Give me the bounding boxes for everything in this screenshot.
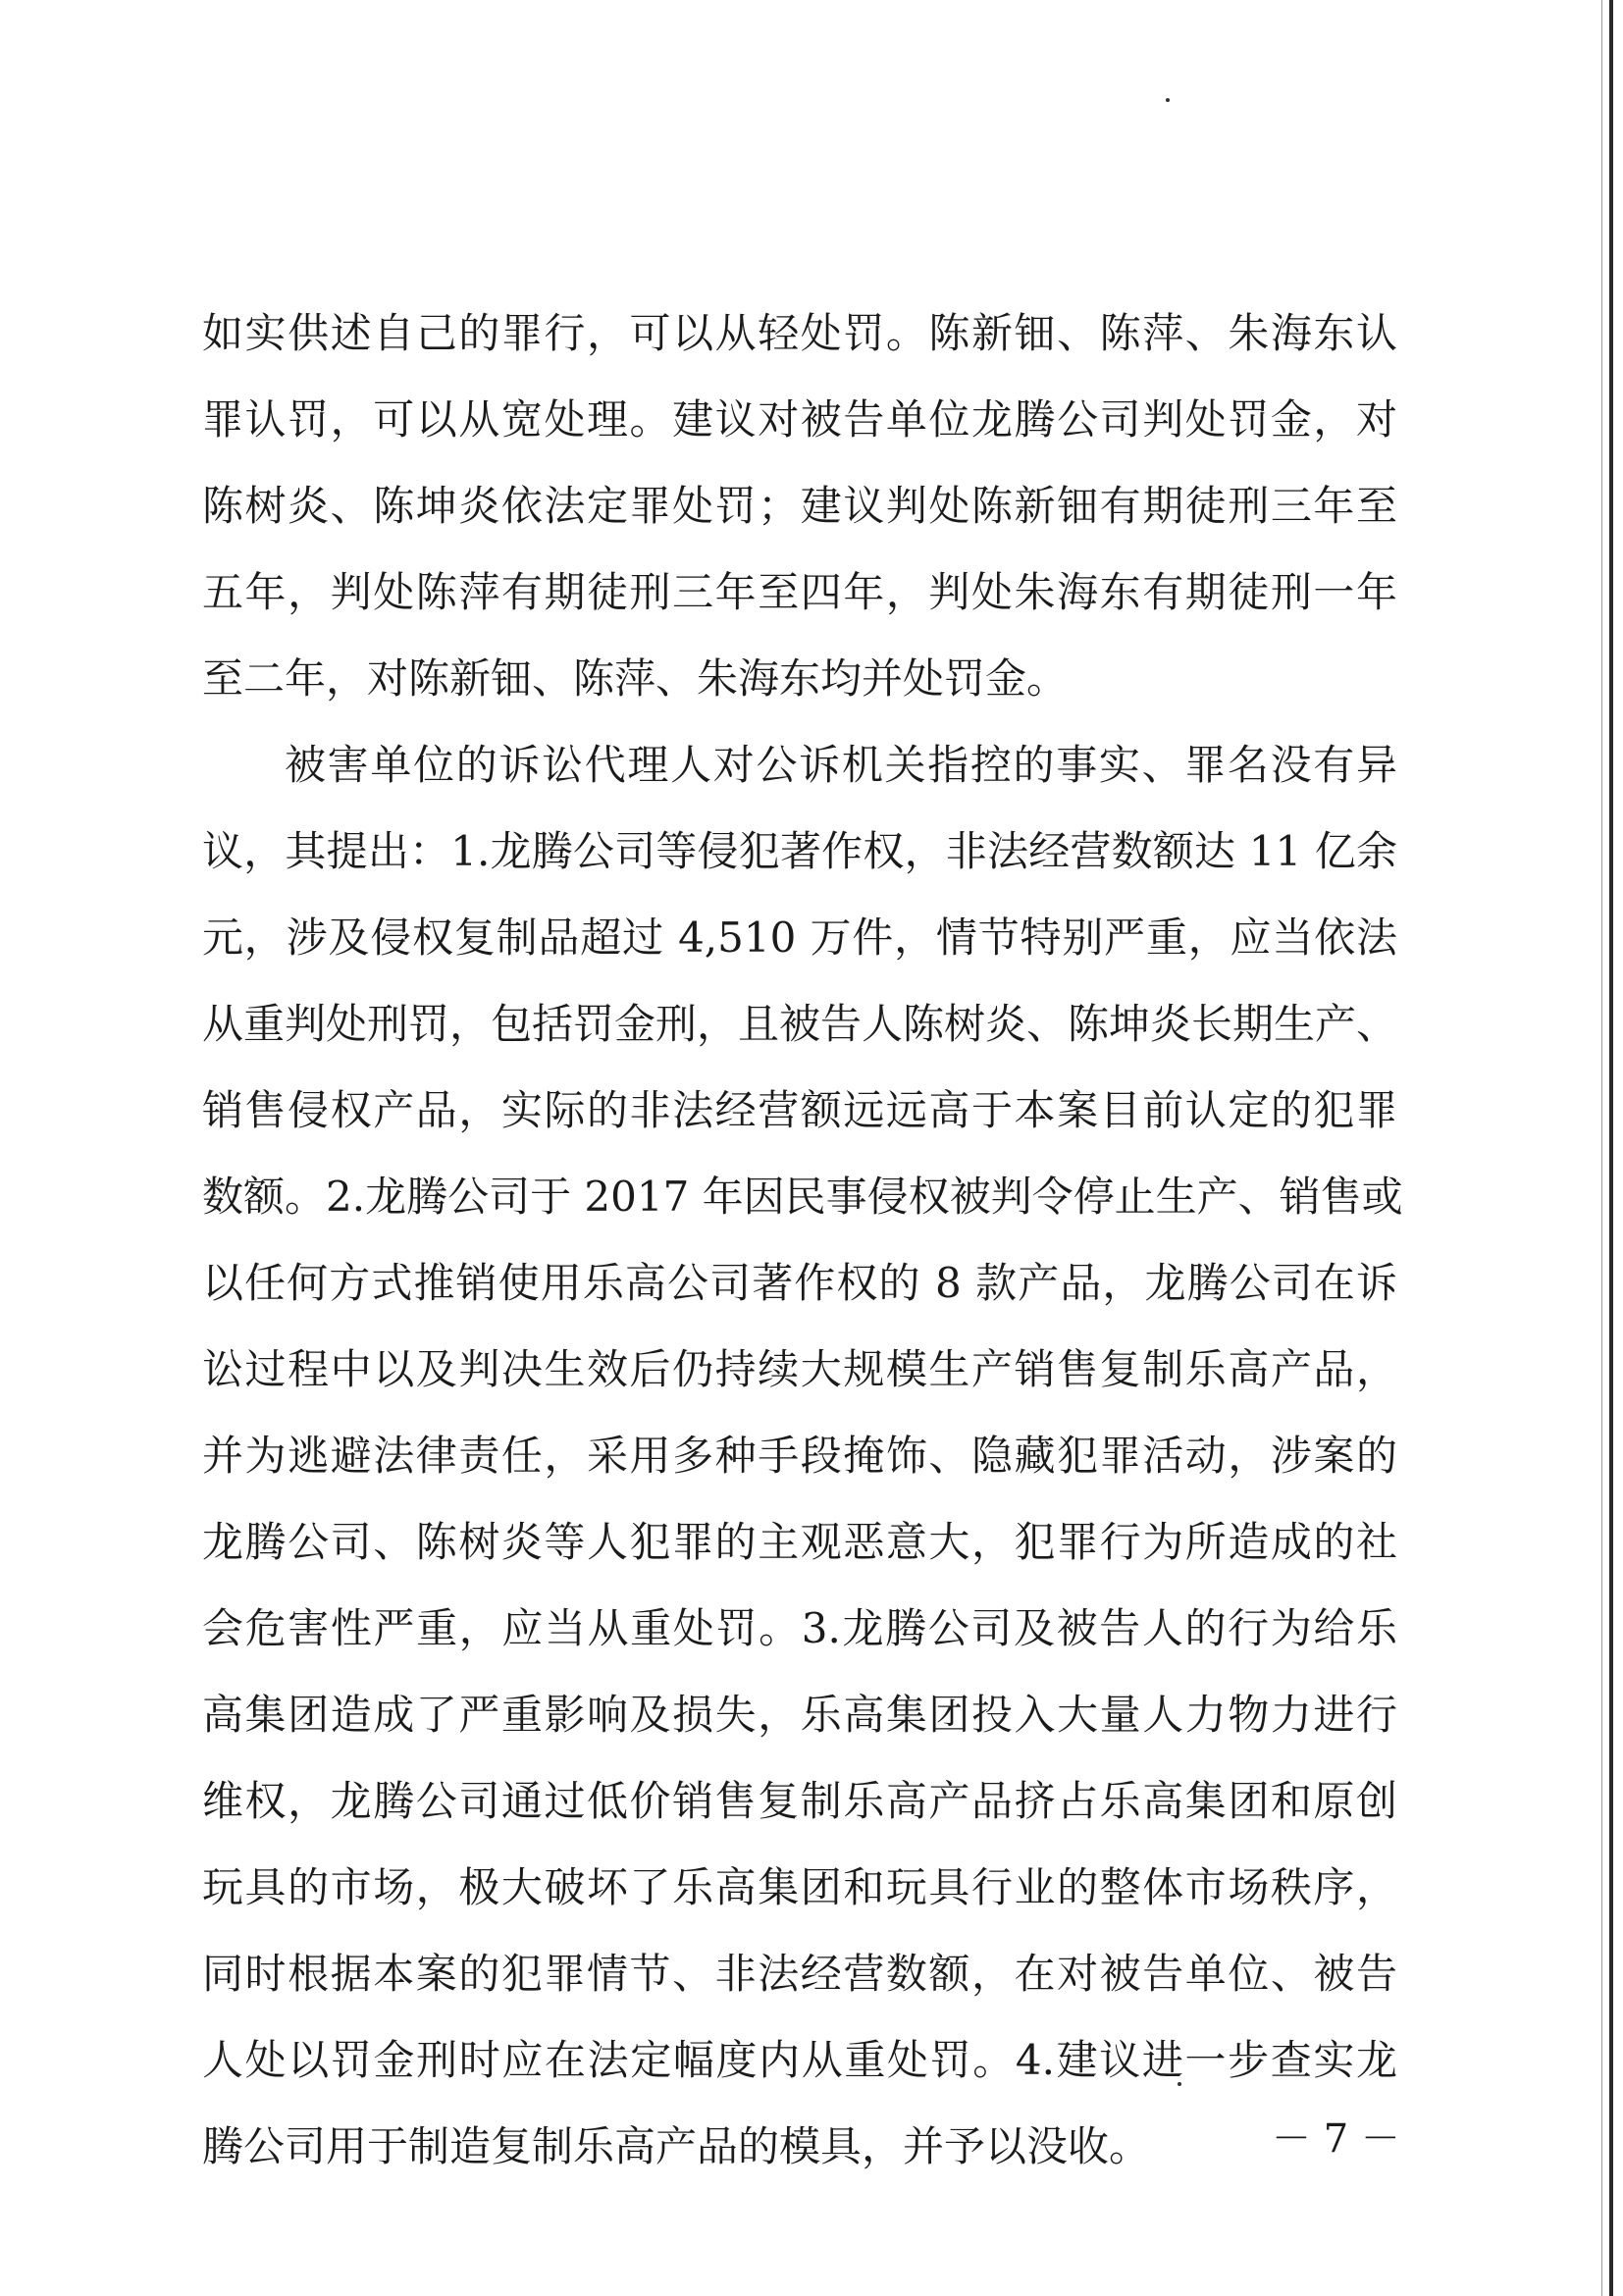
text-line: 并为逃避法律责任，采用多种手段掩饰、隐藏犯罪活动，涉案的 xyxy=(202,1432,1397,1480)
text-line: 元，涉及侵权复制品超过 4,510 万件，情节特别严重，应当依法 xyxy=(202,913,1397,962)
text-line: 龙腾公司、陈树炎等人犯罪的主观恶意大，犯罪行为所造成的社 xyxy=(202,1518,1397,1566)
text-line: 玩具的市场，极大破坏了乐高集团和玩具行业的整体市场秩序， xyxy=(202,1863,1397,1911)
text-line: 销售侵权产品，实际的非法经营额远远高于本案目前认定的犯罪 xyxy=(202,1086,1397,1134)
text-line: 讼过程中以及判决生效后仍持续大规模生产销售复制乐高产品， xyxy=(202,1345,1397,1393)
text-line: 维权，龙腾公司通过低价销售复制乐高产品挤占乐高集团和原创 xyxy=(202,1777,1397,1825)
paragraph-first-line: 被害单位的诉讼代理人对公诉机关指控的事实、罪名没有异 xyxy=(285,741,1397,789)
text-line: 同时根据本案的犯罪情节、非法经营数额，在对被告单位、被告 xyxy=(202,1950,1397,1998)
text-line: 陈树炎、陈坤炎依法定罪处罚；建议判处陈新钿有期徒刑三年至 xyxy=(202,482,1397,530)
scan-speck xyxy=(1166,98,1170,102)
body-text xyxy=(202,290,1403,2190)
text-line: 腾公司用于制造复制乐高产品的模具，并予以没收。 xyxy=(202,2122,1151,2170)
text-line: 高集团造成了严重影响及损失，乐高集团投入大量人力物力进行 xyxy=(202,1691,1397,1739)
text-line: 会危害性严重，应当从重处罚。3.龙腾公司及被告人的行为给乐 xyxy=(202,1604,1397,1652)
text-line: 以任何方式推销使用乐高公司著作权的 8 款产品，龙腾公司在诉 xyxy=(202,1259,1397,1307)
text-line: 数额。2.龙腾公司于 2017 年因民事侵权被判令停止生产、销售或 xyxy=(202,1173,1403,1221)
text-line: 至二年，对陈新钿、陈萍、朱海东均并处罚金。 xyxy=(202,654,1069,703)
scan-edge-border xyxy=(1609,0,1613,2296)
page-number: － 7 － xyxy=(1272,2116,1400,2162)
text-line: 如实供述自己的罪行，可以从轻处罚。陈新钿、陈萍、朱海东认 xyxy=(202,309,1397,357)
text-line: 罪认罚，可以从宽处理。建议对被告单位龙腾公司判处罚金，对 xyxy=(202,395,1397,444)
text-line: 从重判处刑罚，包括罚金刑，且被告人陈树炎、陈坤炎长期生产、 xyxy=(202,1000,1398,1048)
scan-edge-line xyxy=(1601,0,1602,2296)
text-line: 人处以罚金刑时应在法定幅度内从重处罚。4.建议进一步查实龙 xyxy=(202,2036,1397,2084)
text-line: 五年，判处陈萍有期徒刑三年至四年，判处朱海东有期徒刑一年 xyxy=(202,568,1397,616)
text-line: 议，其提出：1.龙腾公司等侵犯著作权，非法经营数额达 11 亿余 xyxy=(202,827,1397,875)
